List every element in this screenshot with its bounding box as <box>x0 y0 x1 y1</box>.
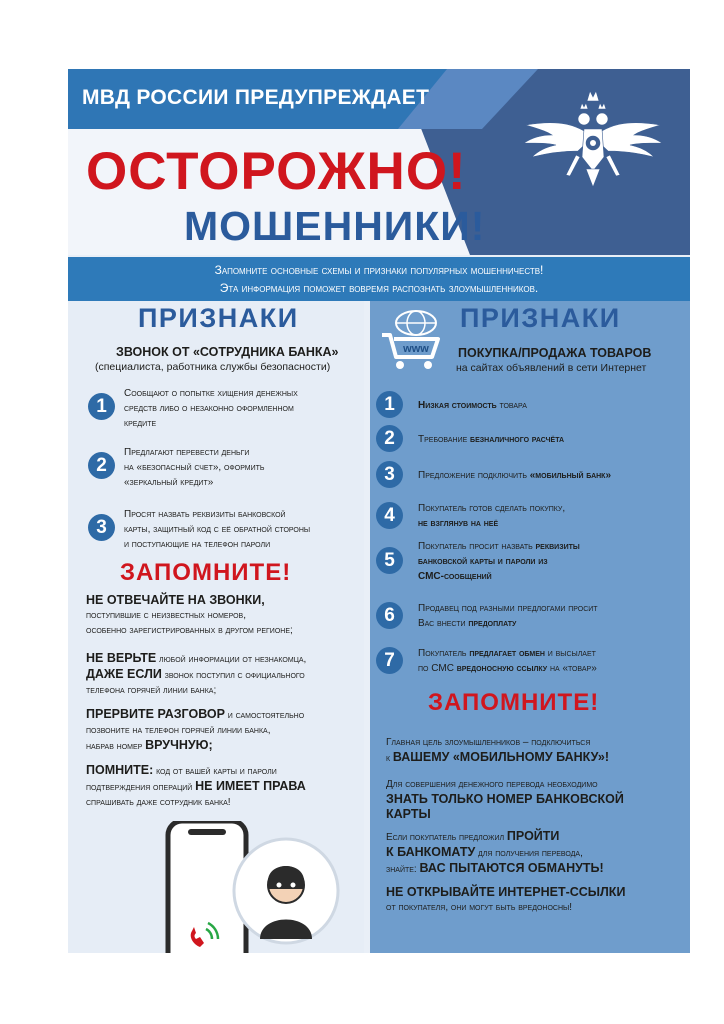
intro-line-2: Эта информация поможет вовремя распознать злоумышленников. <box>219 281 539 295</box>
right-item-1-number: 1 <box>376 391 403 418</box>
left-item-1-number: 1 <box>88 393 115 420</box>
right-rule-2: Для совершения денежного перевода необходимо ЗНАТЬ ТОЛЬКО НОМЕР БАНКОВСКОЙ КАРТЫ <box>386 779 624 821</box>
left-item-2-text: Предлагают перевести деньги на «безопасный счет», оформить «зеркальный кредит» <box>124 447 265 488</box>
header <box>68 69 690 255</box>
right-item-3-text: Предложение подключить «мобильный банк» <box>418 469 612 481</box>
right-signs-title: ПРИЗНАКИ <box>460 303 621 333</box>
left-rule-1: НЕ ОТВЕЧАЙТЕ НА ЗВОНКИ, поступившие с неизвестных номеров, особенно зарегистрированных в другом регионе; <box>86 593 293 636</box>
right-item-2-text: Требование безналичного расчёта <box>418 433 565 445</box>
right-item-6-number: 6 <box>376 602 403 629</box>
right-remember-title: ЗАПОМНИТЕ! <box>428 689 600 716</box>
svg-text:www: www <box>403 343 429 355</box>
left-item-1-text: Сообщают о попытке хищения денежных средств либо о незаконно оформленном кредите <box>124 388 298 429</box>
mvd-warning-title: МВД РОССИИ ПРЕДУПРЕЖДАЕТ <box>82 86 430 109</box>
eagle-emblem-icon <box>518 85 668 195</box>
left-signs-title: ПРИЗНАКИ <box>138 303 299 333</box>
fraudsters-headline: МОШЕННИКИ! <box>184 203 486 249</box>
right-rule-4: НЕ ОТКРЫВАЙТЕ ИНТЕРНЕТ-ССЫЛКИ от покупателя, они могут быть вредоносны! <box>386 885 626 913</box>
poster <box>68 69 690 953</box>
left-item-3-number: 3 <box>88 514 115 541</box>
right-item-4-text: Покупатель готов сделать покупку, не взглянув на неё <box>418 503 566 529</box>
right-rule-3: Если покупатель предложил ПРОЙТИ К БАНКОМАТУ для получения перевода, знайте: ВАС ПЫТАЮТСЯ ОБМАНУТЬ! <box>386 829 604 875</box>
left-subhead: ЗВОНОК ОТ «СОТРУДНИКА БАНКА» <box>116 345 339 359</box>
right-subnote: на сайтах объявлений в сети Интернет <box>456 362 647 374</box>
shopping-cart-icon <box>380 309 444 371</box>
left-subnote: (специалиста, работника службы безопасности) <box>95 361 331 373</box>
intro-line-1: Запомните основные схемы и признаки популярных мошенничеств! <box>214 263 544 277</box>
warning-headline: ОСТОРОЖНО! <box>86 142 467 201</box>
right-item-5-number: 5 <box>376 547 403 574</box>
phone-with-hacker-icon <box>164 821 342 953</box>
right-subhead: ПОКУПКА/ПРОДАЖА ТОВАРОВ <box>458 346 652 360</box>
right-item-6-text: Продавец под разными предлогами просит Вас внести предоплату <box>418 603 598 629</box>
left-rule-4: ПОМНИТЕ: код от вашей карты и пароли подтверждения операций НЕ ИМЕЕТ ПРАВА спрашивать даже сотрудник банка! <box>86 763 306 808</box>
right-item-7-text: Покупатель предлагает обмен и высылает по СМС вредоносную ссылку на «товар» <box>418 648 597 674</box>
left-rule-2: НЕ ВЕРЬТЕ любой информации от незнакомца, ДАЖЕ ЕСЛИ звонок поступил с официального телефона горячей линии банка; <box>86 651 307 696</box>
right-item-5-text: Покупатель просит назвать реквизиты банковской карты и пароли из СМС-сообщений <box>418 540 580 582</box>
left-rule-3: ПРЕРВИТЕ РАЗГОВОР и самостоятельно позвоните на телефон горячей линии банка, набрав номер ВРУЧНУЮ; <box>86 707 305 752</box>
right-item-4-number: 4 <box>376 502 403 529</box>
left-item-3-text: Просят назвать реквизиты банковской карты, защитный код с её обратной стороны и поступающие на телефон пароли <box>124 509 311 550</box>
left-remember-title: ЗАПОМНИТЕ! <box>120 559 292 586</box>
right-item-3-number: 3 <box>376 461 403 488</box>
right-rule-1: Главная цель злоумышленников – подключиться к ВАШЕМУ «МОБИЛЬНОМУ БАНКУ»! <box>386 737 609 764</box>
right-item-2-number: 2 <box>376 425 403 452</box>
right-item-7-number: 7 <box>376 647 403 674</box>
left-item-2-number: 2 <box>88 452 115 479</box>
intro-band <box>68 257 690 301</box>
right-item-1-text: Низкая стоимость товара <box>418 399 527 411</box>
